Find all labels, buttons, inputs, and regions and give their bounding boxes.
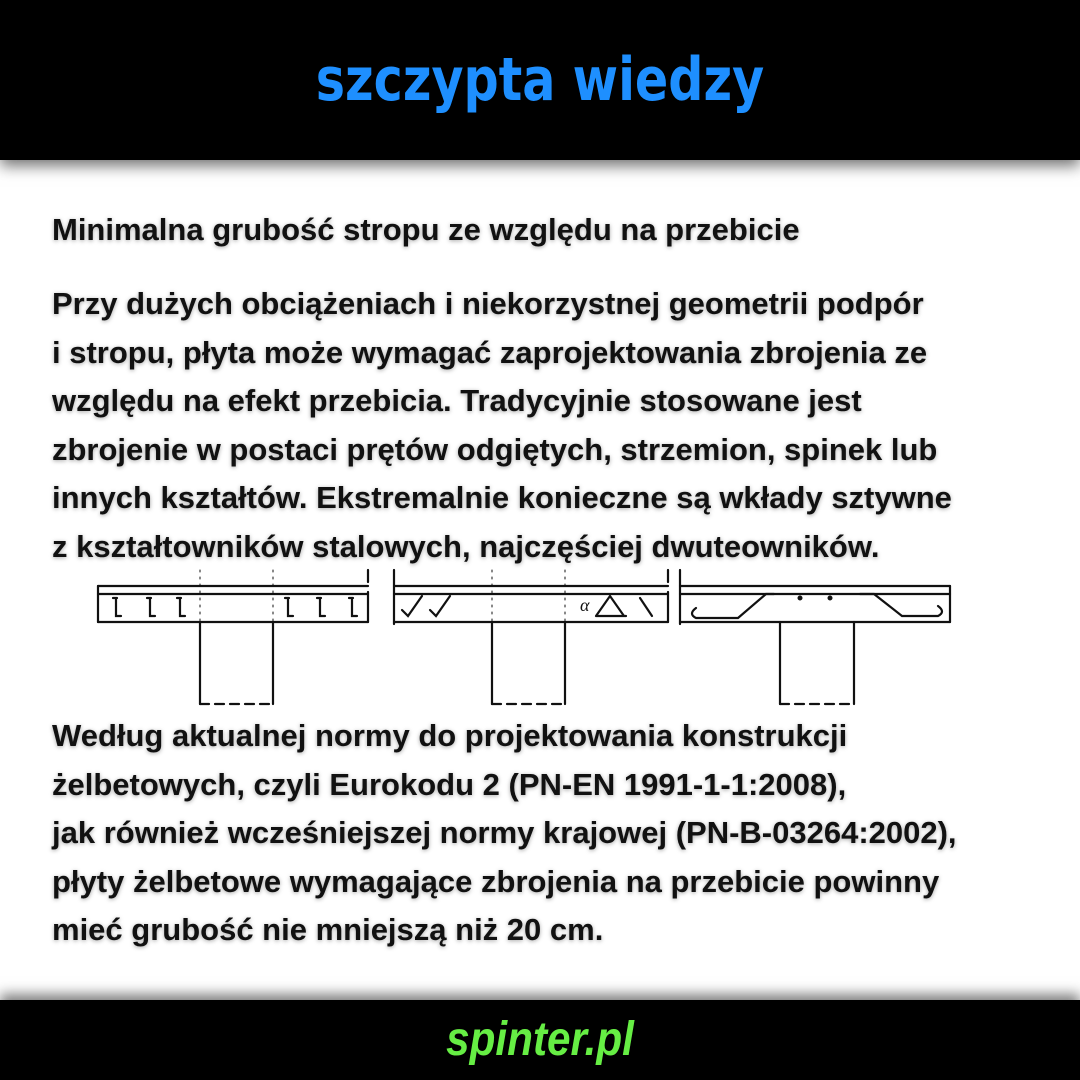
header-bar [0,0,1080,160]
punching-shear-reinforcement-diagram-icon [80,564,970,709]
article [0,168,1080,983]
paragraph-line: jak również wcześniejszej normy krajowej (PN-B-03264:2002), [52,815,957,850]
footer-bar [0,1000,1080,1080]
paragraph-line: mieć grubość nie mniejszą niż 20 cm. [52,912,604,947]
paragraph-line: innych kształtów. Ekstremalnie konieczne są wkłady sztywne [52,480,952,515]
paragraph-line: płyty żelbetowe wymagające zbrojenia na przebicie powinny [52,863,940,899]
article-heading: Minimalna grubość stropu ze względu na przebicie [52,212,800,247]
angle-label: α [580,595,590,615]
paragraph-line: z kształtowników stalowych, najczęściej dwuteowników. [52,528,880,564]
paragraph-line: Przy dużych obciążeniach i niekorzystnej geometrii podpór [52,286,924,321]
footer-site-name: spinter.pl [446,1013,634,1066]
header-title: szczypta wiedzy [315,45,765,115]
paragraph-line: zbrojenie w postaci prętów odgiętych, strzemion, spinek lub [52,431,938,467]
paragraph-line: i stropu, płyta może wymagać zaprojektowania zbrojenia ze [52,334,928,370]
paragraph-1 [52,280,1062,571]
paragraph-line: żelbetowych, czyli Eurokodu 2 (PN-EN 1991-1-1:2008), [52,766,847,802]
paragraph-2 [52,712,1062,955]
paragraph-line: Według aktualnej normy do projektowania konstrukcji [52,718,848,753]
paragraph-line: względu na efekt przebicia. Tradycyjnie stosowane jest [52,383,862,418]
